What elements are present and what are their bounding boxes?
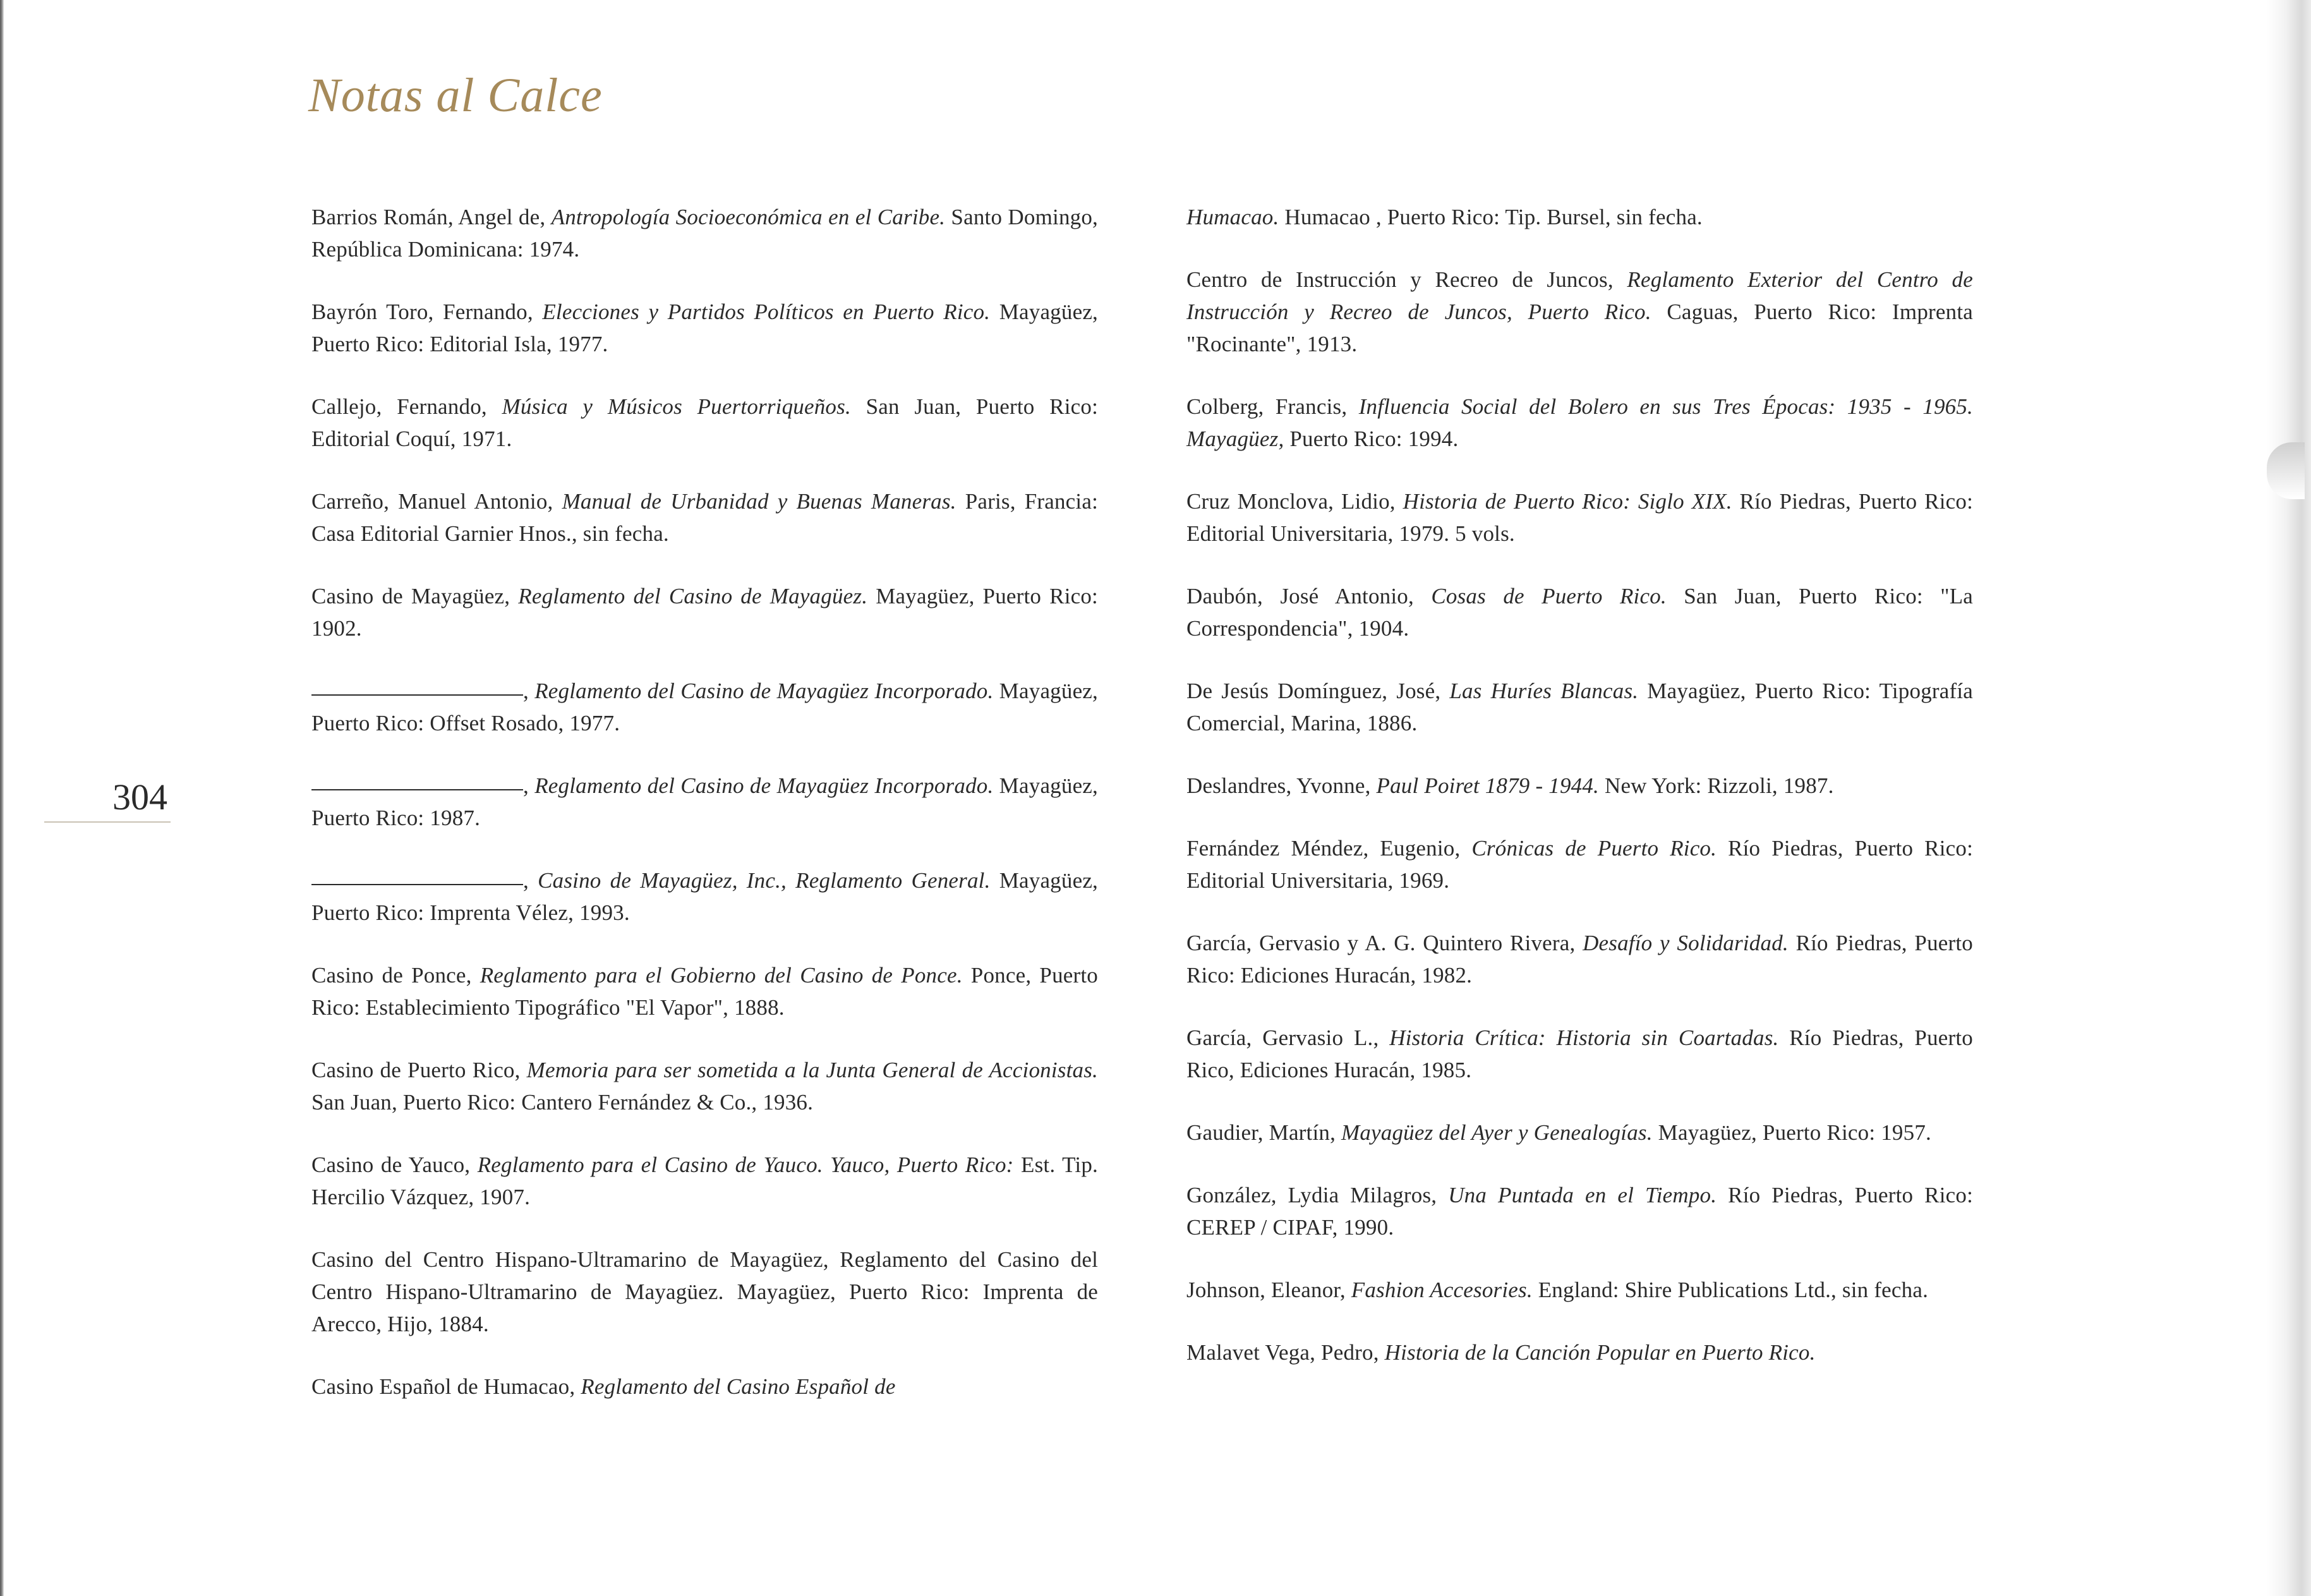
repeat-author-line [311, 694, 523, 696]
page-left-edge-shadow [0, 0, 4, 1596]
bibliography-entry-continued: Humacao. Humacao , Puerto Rico: Tip. Bursel, sin fecha. [1186, 205, 1703, 229]
bibliography-entry: Colberg, Francis, Influencia Social del Bolero en sus Tres Épocas: 1935 - 1965. Mayagüez, Puerto Rico: 1994. [1186, 394, 1973, 451]
bibliography-entry: Casino de Puerto Rico, Memoria para ser sometida a la Junta General de Accionistas. San Juan, Puerto Rico: Cantero Fernández & Co., 1936. [311, 1058, 1098, 1115]
bibliography-entry: Centro de Instrucción y Recreo de Juncos, Reglamento Exterior del Centro de Instrucción y Recreo de Juncos, Puerto Rico. Caguas, Puerto Rico: Imprenta "Rocinante", 1913. [1186, 267, 1973, 356]
bibliography-entry: Cruz Monclova, Lidio, Historia de Puerto Rico: Siglo XIX. Río Piedras, Puerto Rico: Editorial Universitaria, 1979. 5 vols. [1186, 489, 1974, 546]
bibliography-entry: Casino Español de Humacao, Reglamento del Casino Español de [311, 1374, 896, 1399]
bibliography-entry: Casino del Centro Hispano-Ultramarino de Mayagüez, Reglamento del Casino del Centro Hispano-Ultramarino de Mayagüez. Mayagüez, Puerto Rico: Imprenta de Arecco, Hijo, 1884. [311, 1247, 1098, 1336]
bibliography-entry-repeat-author: , Reglamento del Casino de Mayagüez Incorporado. Mayagüez, Puerto Rico: 1987. [311, 773, 1098, 830]
bibliography-entry: Carreño, Manuel Antonio, Manual de Urbanidad y Buenas Maneras. Paris, Francia: Casa Editorial Garnier Hnos., sin fecha. [311, 489, 1098, 546]
bibliography-right-column [1186, 201, 1973, 1399]
page-number-rule [44, 821, 171, 823]
bibliography-entry: García, Gervasio y A. G. Quintero Rivera, Desafío y Solidaridad. Río Piedras, Puerto Rico: Ediciones Huracán, 1982. [1186, 931, 1973, 988]
bibliography-entry: Bayrón Toro, Fernando, Elecciones y Partidos Políticos en Puerto Rico. Mayagüez, Puerto Rico: Editorial Isla, 1977. [311, 299, 1098, 356]
bibliography-entry: De Jesús Domínguez, José, Las Huríes Blancas. Mayagüez, Puerto Rico: Tipografía Comercial, Marina, 1886. [1186, 679, 1973, 735]
bibliography-entry: Callejo, Fernando, Música y Músicos Puertorriqueños. San Juan, Puerto Rico: Editorial Coquí, 1971. [311, 394, 1099, 451]
bibliography-left-column [311, 201, 1098, 1433]
bibliography-entry-repeat-author: , Reglamento del Casino de Mayagüez Incorporado. Mayagüez, Puerto Rico: Offset Rosado, 1977. [311, 679, 1098, 735]
bibliography-entry: Casino de Ponce, Reglamento para el Gobierno del Casino de Ponce. Ponce, Puerto Rico: Establecimiento Tipográfico "El Vapor", 1888. [311, 963, 1098, 1020]
page-right-edge-shadow [2267, 0, 2311, 1596]
repeat-author-line [311, 789, 523, 790]
bibliography-entry: García, Gervasio L., Historia Crítica: Historia sin Coartadas. Río Piedras, Puerto Rico, Ediciones Huracán, 1985. [1186, 1025, 1974, 1082]
repeat-author-line [311, 884, 523, 885]
bibliography-entry: Gaudier, Martín, Mayagüez del Ayer y Genealogías. Mayagüez, Puerto Rico: 1957. [1186, 1120, 1931, 1145]
bibliography-entry: Deslandres, Yvonne, Paul Poiret 1879 - 1944. New York: Rizzoli, 1987. [1186, 773, 1834, 798]
bibliography-entry-repeat-author: , Casino de Mayagüez, Inc., Reglamento General. Mayagüez, Puerto Rico: Imprenta Vélez, 1993. [311, 868, 1098, 925]
bibliography-entry: Casino de Mayagüez, Reglamento del Casino de Mayagüez. Mayagüez, Puerto Rico: 1902. [311, 584, 1098, 641]
bibliography-entry: González, Lydia Milagros, Una Puntada en el Tiempo. Río Piedras, Puerto Rico: CEREP / CIPAF, 1990. [1186, 1183, 1973, 1240]
bibliography-entry: Fernández Méndez, Eugenio, Crónicas de Puerto Rico. Río Piedras, Puerto Rico: Editorial Universitaria, 1969. [1186, 836, 1974, 893]
bibliography-entry: Barrios Román, Angel de, Antropología Socioeconómica en el Caribe. Santo Domingo, República Dominicana: 1974. [311, 205, 1098, 262]
bibliography-entry: Malavet Vega, Pedro, Historia de la Canción Popular en Puerto Rico. [1186, 1340, 1816, 1365]
bibliography-entry: Daubón, José Antonio, Cosas de Puerto Rico. San Juan, Puerto Rico: "La Correspondencia", 1904. [1186, 584, 1974, 641]
page-title: Notas al Calce [308, 69, 603, 122]
bibliography-entry: Johnson, Eleanor, Fashion Accesories. England: Shire Publications Ltd., sin fecha. [1186, 1278, 1929, 1302]
page-number: 304 [112, 777, 167, 818]
bibliography-entry: Casino de Yauco, Reglamento para el Casino de Yauco. Yauco, Puerto Rico: Est. Tip. Hercilio Vázquez, 1907. [311, 1152, 1098, 1209]
